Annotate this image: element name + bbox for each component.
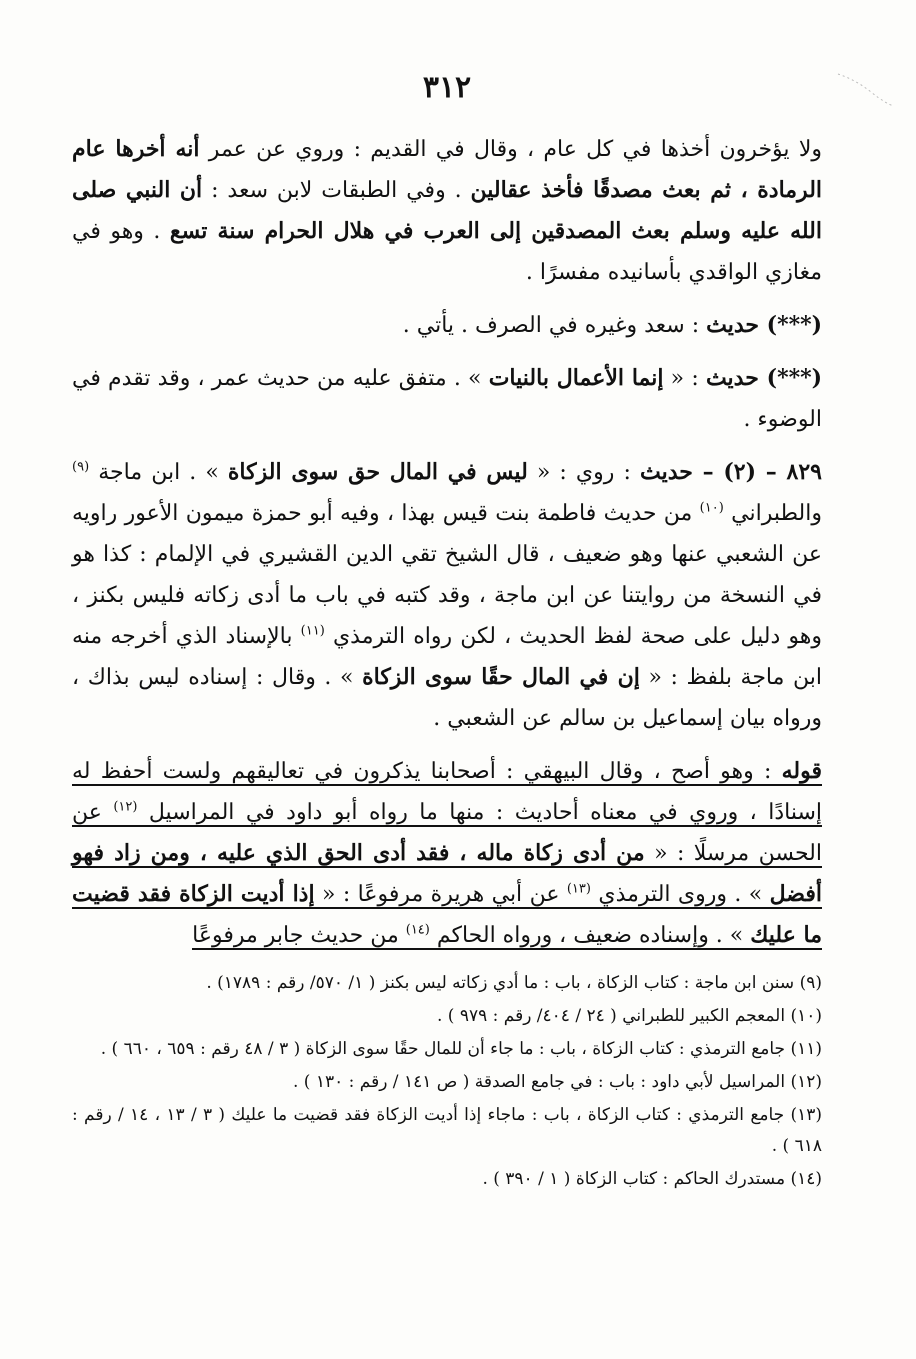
text-run: . وهو في مغازي الواقدي بأسانيده مفسرًا . bbox=[72, 219, 822, 285]
footnote-14: (١٤) مستدرك الحاكم : كتاب الزكاة ( ١ / ٣٩٠ ) . bbox=[482, 1169, 822, 1189]
bold-run: أنه أخرها عام الرمادة ، ثم بعث مصدقًا فأخذ عقالين bbox=[72, 136, 823, 203]
footnote-11: (١١) جامع الترمذي : كتاب الزكاة ، باب : ما جاء أن للمال حقًا سوى الزكاة ( ٣ / ٤٨ رقم : ٦٥٩ ، ٦٦٠ ) . bbox=[100, 1039, 822, 1059]
text-run: من حديث فاطمة بنت قيس بهذا ، وفيه أبو حمزة ميمون الأعور راويه عن الشعبي عنها وهو ضعيف ، قال الشيخ تقي الدين القشيري في الإلمام : كذا هو في النسخة من روايتنا عن ابن ماجة ، وقد كتبه في باب ما أدى زكاته فليس بكنز ، وهو دليل على صحة لفظ الحديث ، لكن رواه الترمذي bbox=[72, 501, 822, 649]
text-run: من حديث جابر مرفوعًا bbox=[192, 923, 406, 948]
text-run: بالإسناد الذي أخرجه منه ابن ماجة بلفظ : « bbox=[72, 624, 822, 690]
paragraph-3 bbox=[72, 358, 822, 440]
footnote-ref: (١١) bbox=[300, 623, 325, 639]
bold-run: إذا أديت الزكاة فقد قضيت ما عليك bbox=[72, 881, 822, 948]
paragraph-2 bbox=[72, 305, 822, 346]
text-run: » . متفق عليه من حديث عمر ، وقد تقدم في الوضوء . bbox=[72, 366, 822, 432]
text-run: عن الحسن مرسلًا : « bbox=[72, 800, 822, 866]
footnote-12: (١٢) المراسيل لأبي داود : باب : في جامع الصدقة ( ص ١٤١ / رقم : ١٣٠ ) . bbox=[292, 1072, 822, 1092]
text-run: » . وإسناده ضعيف ، ورواه الحاكم bbox=[429, 923, 751, 948]
text-run: . وفي الطبقات لابن سعد : bbox=[202, 178, 471, 203]
paragraph-5 bbox=[72, 751, 822, 956]
scan-artifact-mark bbox=[836, 70, 896, 110]
footnote-10: (١٠) المعجم الكبير للطبراني ( ٢٤ / ٤٠٤/ رقم : ٩٧٩ ) . bbox=[436, 1006, 822, 1026]
footnote-ref: (٩) bbox=[72, 459, 90, 475]
bold-run: ٨٢٩ – (٢) – حديث bbox=[639, 459, 822, 485]
text-run: : روي : « bbox=[527, 460, 640, 485]
text-run: : سعد وغيره في الصرف . يأتي . bbox=[402, 313, 707, 338]
text-run: ولا يؤخرون أخذها في كل عام ، وقال في القديم : وروي عن عمر bbox=[199, 137, 822, 162]
footnote-9: (٩) سنن ابن ماجة : كتاب الزكاة ، باب : ما أدي زكاته ليس بكنز ( ١/ ٥٧٠/ رقم : ١٧٨٩) . bbox=[206, 973, 822, 993]
paragraph-1 bbox=[72, 129, 822, 293]
text-run: والطبراني bbox=[723, 501, 822, 526]
bold-run: ليس في المال حق سوى الزكاة bbox=[227, 459, 528, 485]
bold-run: إن في المال حقًا سوى الزكاة bbox=[362, 664, 640, 690]
footnotes-section bbox=[72, 968, 822, 1195]
text-run: » . ابن ماجة bbox=[89, 460, 228, 485]
text-run: عن أبي هريرة مرفوعًا : « bbox=[314, 882, 567, 907]
page-number: ٣١٢ bbox=[422, 70, 472, 105]
bold-run: إنما الأعمال بالنيات bbox=[488, 365, 664, 391]
footnote-13: (١٣) جامع الترمذي : كتاب الزكاة ، باب : ماجاء إذا أديت الزكاة فقد قضيت ما عليك ( ٣ / ١٣ ، ١٤ / رقم : ٦١٨ ) . bbox=[72, 1105, 822, 1156]
footnote-ref: (١٢) bbox=[113, 799, 138, 815]
footnote-ref: (١٣) bbox=[566, 881, 591, 897]
text-run: » . وقال : إسناده ليس بذاك ، ورواه بيان إسماعيل بن سالم عن الشعبي . bbox=[72, 665, 822, 731]
text-run: : « bbox=[663, 366, 706, 391]
main-text bbox=[72, 129, 822, 956]
footnote-ref: (١٤) bbox=[405, 922, 430, 938]
text-run: : وهو أصح ، وقال البيهقي : أصحابنا يذكرون في تعاليقهم ولست أحفظ له إسنادًا ، وروي في معناه أحاديث : منها ما رواه أبو داود في المراسيل bbox=[72, 759, 823, 825]
paragraph-4 bbox=[72, 452, 822, 739]
footnote-ref: (١٠) bbox=[699, 500, 724, 516]
bold-run: (***) حديث bbox=[706, 312, 822, 338]
bold-run: من أدى زكاة ماله ، فقد أدى الحق الذي عليه ، ومن زاد فهو أفضل bbox=[72, 840, 823, 907]
last-paragraph-underline bbox=[72, 759, 822, 950]
bold-run: (***) حديث bbox=[705, 365, 822, 391]
bold-run: قوله bbox=[781, 758, 822, 784]
text-run: » . وروى الترمذي bbox=[590, 882, 770, 907]
bold-run: أن النبي صلى الله عليه وسلم بعث المصدقين إلى العرب في هلال الحرام سنة تسع bbox=[72, 177, 822, 244]
